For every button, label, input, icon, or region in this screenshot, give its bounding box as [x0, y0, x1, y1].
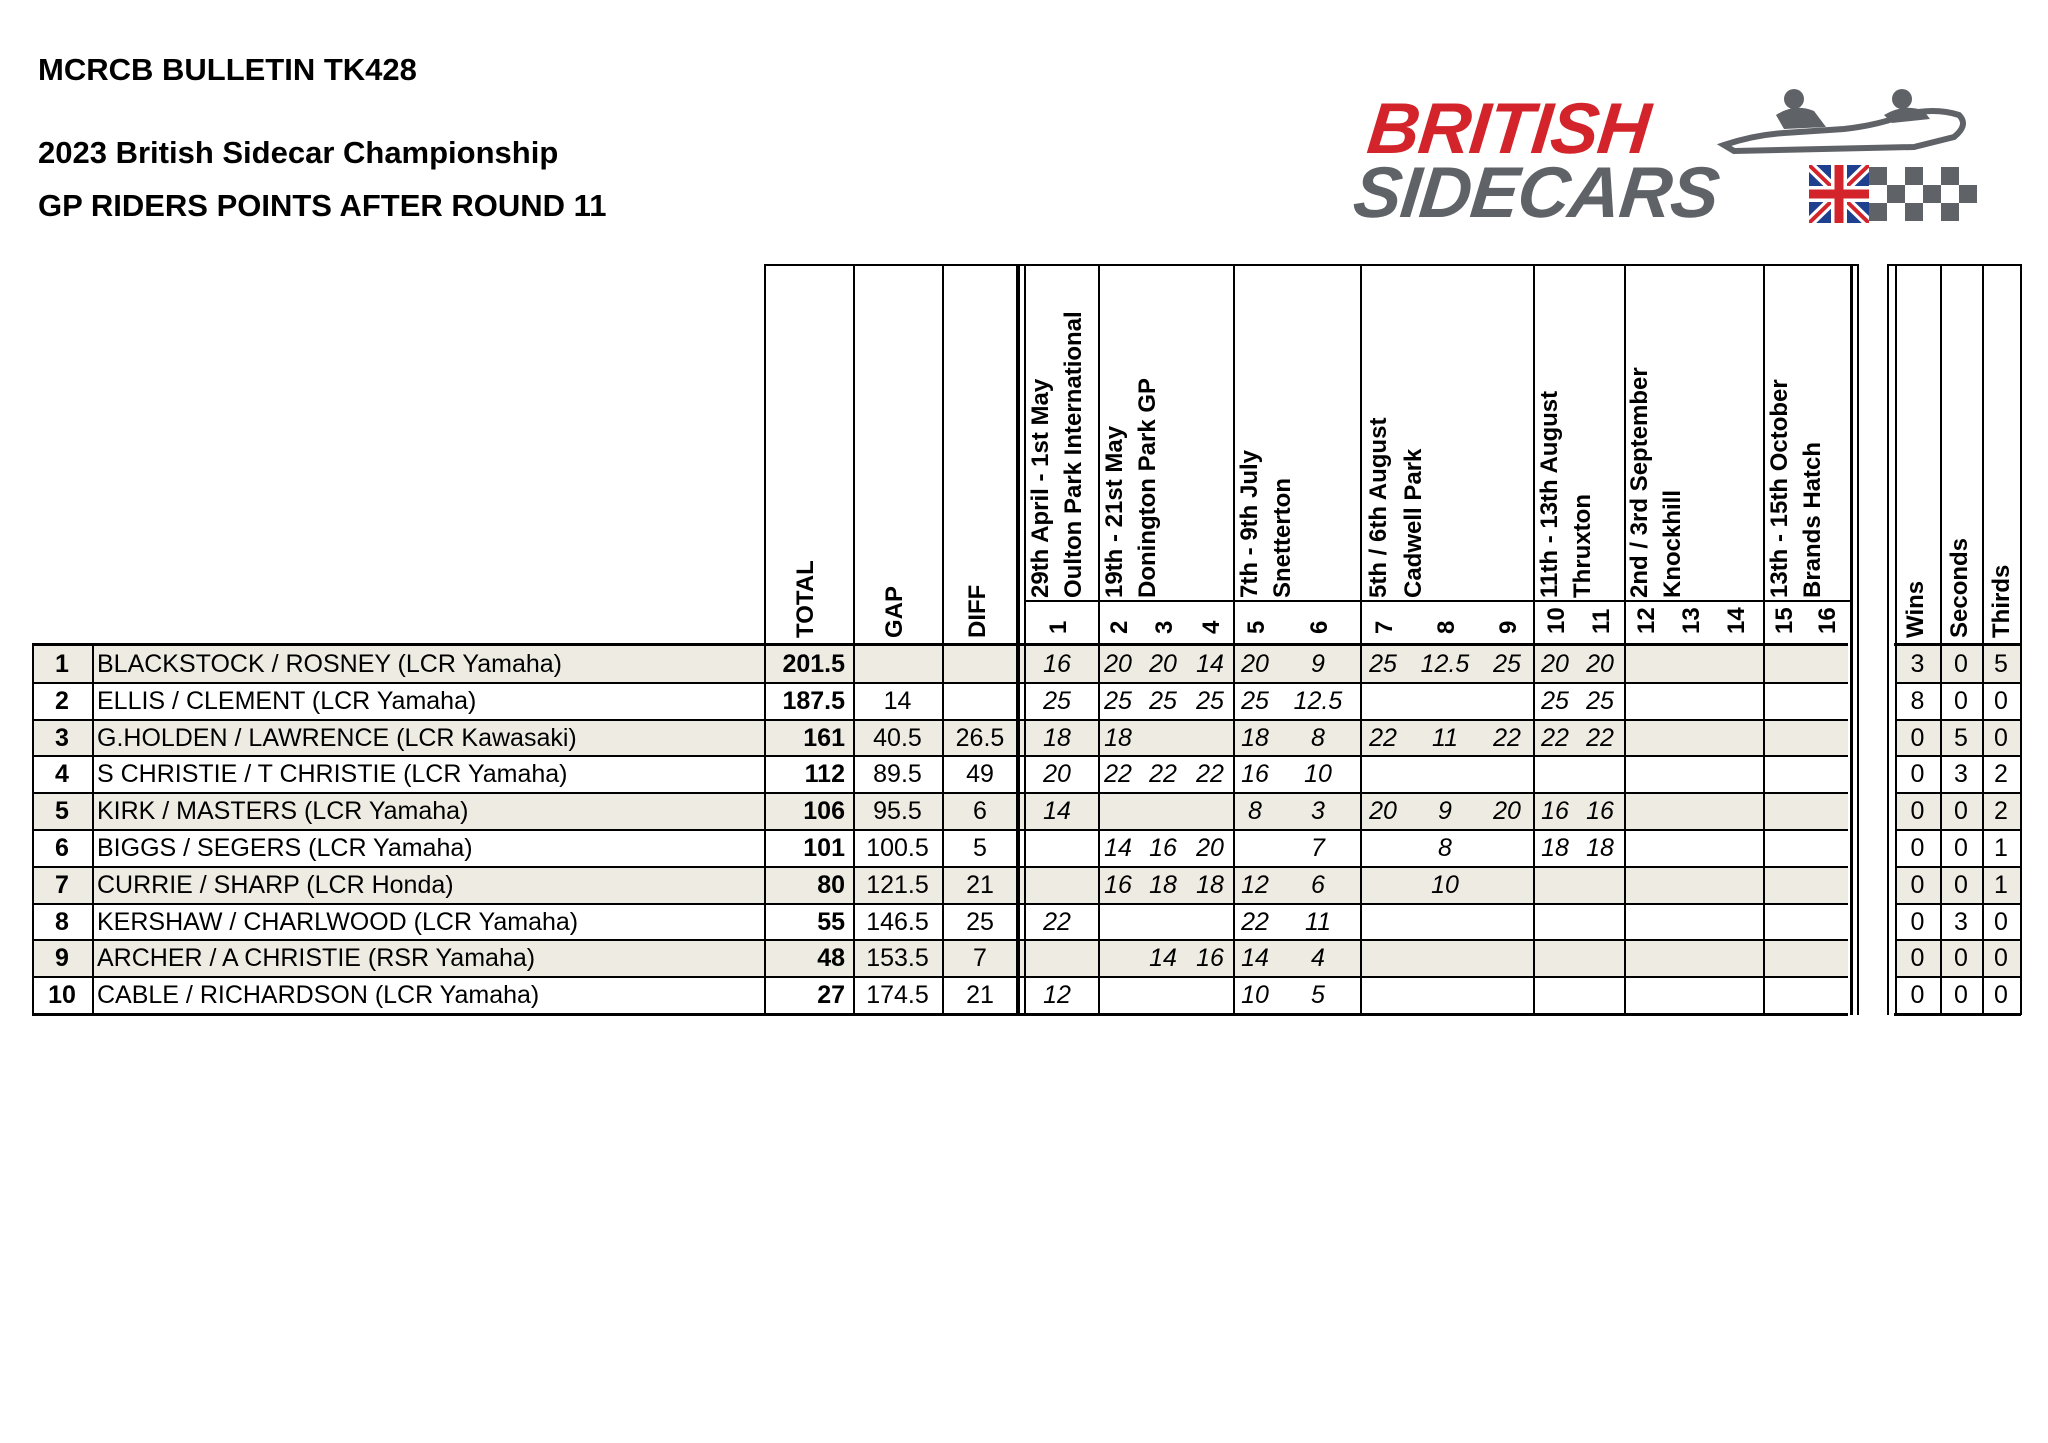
row-divider: [1895, 719, 2020, 721]
event-venue-label: Brands Hatch: [1799, 441, 1826, 598]
round-points-cell: 11: [1432, 723, 1458, 752]
column-divider: [1895, 264, 1897, 1015]
rider-diff: 49: [966, 760, 994, 789]
round-number-label: 3: [1151, 620, 1178, 634]
column-header-thirds: Thirds: [1988, 564, 2015, 638]
round-points-cell: 16: [1541, 797, 1569, 826]
row-divider: [1895, 939, 2020, 941]
rider-wins: 0: [1910, 944, 1925, 973]
rider-name: BIGGS / SEGERS (LCR Yamaha): [97, 834, 473, 862]
column-divider: [1851, 264, 1853, 1015]
rider-gap: 100.5: [866, 834, 929, 862]
round-number-label: 4: [1198, 620, 1225, 634]
round-header-divider: [1024, 600, 1852, 602]
rider-total-points: 201.5: [782, 650, 845, 678]
round-points-cell: 22: [1196, 760, 1224, 789]
round-points-cell: 18: [1541, 834, 1569, 862]
column-divider: [1982, 264, 1984, 1015]
round-points-cell: 25: [1493, 650, 1521, 678]
column-divider: [1940, 264, 1942, 1015]
event-venue-label: Oulton Park International: [1060, 311, 1087, 598]
rider-thirds: 2: [1994, 760, 2008, 789]
round-points-cell: 16: [1043, 650, 1071, 678]
rider-seconds: 0: [1954, 797, 1968, 826]
rider-total-points: 27: [817, 981, 845, 1010]
round-points-cell: 5: [1311, 981, 1325, 1010]
round-points-cell: 22: [1541, 723, 1569, 752]
round-points-cell: 20: [1586, 650, 1614, 678]
round-points-cell: 22: [1104, 760, 1132, 789]
rider-position: 1: [55, 650, 69, 678]
round-points-cell: 18: [1586, 834, 1614, 862]
round-points-cell: 18: [1196, 870, 1224, 899]
event-venue-label: Thruxton: [1569, 494, 1596, 598]
rider-seconds: 3: [1954, 760, 1968, 789]
column-divider: [942, 264, 944, 1015]
column-divider: [1018, 264, 1020, 1015]
round-points-cell: 11: [1305, 907, 1331, 936]
round-points-cell: 18: [1104, 723, 1132, 752]
round-number-label: 12: [1633, 607, 1660, 634]
round-points-cell: 9: [1311, 650, 1325, 678]
table-bottom-border: [32, 1013, 1848, 1016]
round-points-cell: 16: [1196, 944, 1224, 973]
rider-position: 3: [55, 723, 69, 752]
rider-total-points: 112: [804, 760, 845, 789]
round-points-cell: 20: [1493, 797, 1521, 826]
round-points-cell: 4: [1311, 944, 1325, 973]
round-number-label: 9: [1495, 620, 1522, 634]
round-points-cell: 16: [1586, 797, 1614, 826]
rider-thirds: 0: [1994, 686, 2008, 715]
rider-total-points: 48: [817, 944, 845, 973]
event-date-label: 19th - 21st May: [1101, 425, 1128, 598]
rider-name: ARCHER / A CHRISTIE (RSR Yamaha): [97, 944, 536, 973]
rider-diff: 21: [966, 870, 994, 899]
round-number-label: 11: [1588, 608, 1615, 634]
round-points-cell: 22: [1586, 723, 1614, 752]
round-points-cell: 25: [1241, 686, 1269, 715]
rider-seconds: 0: [1954, 834, 1968, 862]
rider-name: KIRK / MASTERS (LCR Yamaha): [97, 797, 469, 826]
rider-position: 4: [55, 760, 69, 789]
table-top-border: [1894, 643, 2021, 646]
rider-position: 7: [55, 870, 69, 899]
round-points-cell: 22: [1369, 723, 1397, 752]
rider-total-points: 106: [803, 797, 845, 826]
rider-seconds: 0: [1954, 981, 1968, 1010]
header-top-border: [1887, 264, 2022, 266]
rider-thirds: 0: [1994, 981, 2008, 1010]
round-points-cell: 7: [1311, 834, 1325, 862]
row-divider: [1895, 792, 2020, 794]
rider-name: ELLIS / CLEMENT (LCR Yamaha): [97, 686, 477, 715]
round-points-cell: 16: [1104, 870, 1132, 899]
rider-thirds: 5: [1994, 650, 2008, 678]
round-points-cell: 10: [1431, 870, 1459, 899]
column-divider: [1887, 264, 1889, 1015]
rider-wins: 0: [1910, 723, 1925, 752]
round-points-cell: 10: [1241, 981, 1269, 1010]
rider-total-points: 187.5: [782, 686, 845, 715]
rider-wins: 3: [1910, 650, 1925, 678]
event-date-label: 7th - 9th July: [1236, 449, 1263, 598]
round-points-cell: 12.5: [1420, 650, 1470, 678]
column-divider: [92, 645, 94, 1013]
rider-wins: 0: [1910, 834, 1925, 862]
rider-position: 6: [55, 834, 69, 862]
round-points-cell: 12: [1043, 981, 1071, 1010]
event-venue-label: Donington Park GP: [1134, 377, 1161, 598]
round-number-label: 14: [1723, 607, 1750, 634]
column-header-wins: Wins: [1902, 580, 1929, 638]
event-date-label: 11th - 13th August: [1536, 390, 1563, 598]
rider-gap: 89.5: [873, 760, 922, 789]
event-divider: [1763, 264, 1765, 1015]
row-divider: [32, 939, 1848, 941]
rider-position: 8: [55, 907, 69, 936]
event-divider: [1533, 264, 1535, 1015]
round-points-cell: 22: [1149, 760, 1177, 789]
round-number-label: 5: [1243, 620, 1270, 634]
rider-gap: 153.5: [866, 944, 929, 973]
rider-thirds: 1: [1994, 834, 2008, 862]
rider-wins: 0: [1910, 797, 1925, 826]
standings-subtitle: GP RIDERS POINTS AFTER ROUND 11: [38, 188, 607, 223]
round-points-cell: 6: [1311, 870, 1325, 899]
row-divider: [32, 682, 1848, 684]
rider-seconds: 0: [1954, 686, 1968, 715]
event-divider: [1624, 264, 1626, 1015]
championship-title: 2023 British Sidecar Championship: [38, 135, 559, 170]
row-divider: [1895, 829, 2020, 831]
round-points-cell: 25: [1586, 686, 1614, 715]
rider-thirds: 0: [1994, 723, 2008, 752]
row-divider: [1895, 755, 2020, 757]
round-points-cell: 8: [1311, 723, 1325, 752]
rider-seconds: 0: [1954, 650, 1968, 678]
round-points-cell: 16: [1149, 834, 1177, 862]
column-divider: [1024, 264, 1026, 1015]
rider-name: S CHRISTIE / T CHRISTIE (LCR Yamaha): [97, 760, 568, 789]
rider-diff: 25: [966, 907, 994, 936]
event-divider: [1098, 264, 1100, 1015]
rider-wins: 8: [1910, 686, 1925, 715]
rider-wins: 0: [1910, 907, 1925, 936]
event-venue-label: Cadwell Park: [1400, 448, 1427, 598]
round-points-cell: 14: [1196, 650, 1224, 678]
table-bottom-border: [1894, 1013, 2021, 1016]
event-date-label: 2nd / 3rd September: [1626, 367, 1653, 598]
row-divider: [32, 829, 1848, 831]
event-divider: [1233, 264, 1235, 1015]
round-number-label: 13: [1678, 607, 1705, 634]
table-left-border: [32, 643, 34, 1016]
round-points-cell: 12: [1241, 870, 1269, 899]
column-divider: [1857, 264, 1859, 1015]
rider-seconds: 0: [1954, 870, 1968, 899]
row-divider: [1895, 976, 2020, 978]
column-header-seconds: Seconds: [1946, 537, 1973, 638]
row-divider: [32, 755, 1848, 757]
rider-name: G.HOLDEN / LAWRENCE (LCR Kawasaki): [97, 723, 577, 752]
rider-name: BLACKSTOCK / ROSNEY (LCR Yamaha): [97, 650, 562, 678]
row-divider: [1895, 682, 2020, 684]
round-points-cell: 20: [1043, 760, 1071, 789]
column-header-gap: GAP: [881, 585, 908, 638]
row-divider: [1895, 866, 2020, 868]
round-points-cell: 8: [1438, 834, 1452, 862]
round-points-cell: 18: [1149, 870, 1177, 899]
round-points-cell: 8: [1248, 797, 1262, 826]
round-number-label: 16: [1814, 607, 1841, 634]
round-points-cell: 14: [1241, 944, 1269, 973]
round-points-cell: 20: [1104, 650, 1132, 678]
rider-position: 10: [48, 981, 76, 1010]
column-divider: [2020, 264, 2022, 1015]
rider-seconds: 3: [1954, 907, 1968, 936]
logo-text-sidecars: SIDECARS: [1349, 153, 1723, 233]
row-divider: [32, 976, 1848, 978]
rider-gap: 121.5: [866, 870, 929, 899]
logo-text-british: BRITISH: [1363, 89, 1654, 169]
rider-thirds: 1: [1994, 870, 2008, 899]
column-header-diff: DIFF: [964, 584, 991, 638]
rider-total-points: 55: [817, 907, 845, 936]
column-divider: [764, 264, 766, 1015]
round-points-cell: 14: [1104, 834, 1132, 862]
row-divider: [32, 792, 1848, 794]
rider-diff: 6: [973, 797, 987, 826]
round-points-cell: 9: [1438, 797, 1452, 826]
rider-position: 9: [55, 944, 69, 973]
round-points-cell: 20: [1196, 834, 1224, 862]
event-date-label: 13th - 15th October: [1766, 379, 1793, 598]
round-points-cell: 25: [1149, 686, 1177, 715]
rider-gap: 95.5: [873, 797, 922, 826]
rider-total-points: 101: [803, 834, 845, 862]
round-points-cell: 18: [1241, 723, 1269, 752]
round-points-cell: 10: [1304, 760, 1332, 789]
round-number-label: 6: [1306, 620, 1333, 634]
row-divider: [32, 719, 1848, 721]
rider-diff: 7: [973, 944, 987, 973]
rider-name: CURRIE / SHARP (LCR Honda): [97, 870, 454, 899]
rider-thirds: 2: [1994, 797, 2008, 826]
event-date-label: 5th / 6th August: [1365, 417, 1392, 598]
event-venue-label: Snetterton: [1269, 478, 1296, 598]
rider-wins: 0: [1910, 870, 1925, 899]
round-points-cell: 25: [1541, 686, 1569, 715]
event-divider: [1360, 264, 1362, 1015]
rider-seconds: 5: [1954, 723, 1968, 752]
round-points-cell: 25: [1104, 686, 1132, 715]
round-number-label: 1: [1045, 620, 1072, 634]
rider-seconds: 0: [1954, 944, 1968, 973]
rider-wins: 0: [1910, 981, 1925, 1010]
round-points-cell: 20: [1369, 797, 1397, 826]
round-points-cell: 14: [1149, 944, 1177, 973]
round-points-cell: 25: [1196, 686, 1224, 715]
round-number-label: 10: [1543, 607, 1570, 634]
rider-total-points: 161: [803, 723, 845, 752]
rider-gap: 146.5: [866, 907, 929, 936]
column-divider: [1016, 264, 1018, 1015]
rider-name: KERSHAW / CHARLWOOD (LCR Yamaha): [97, 907, 579, 936]
rider-thirds: 0: [1994, 944, 2008, 973]
column-divider: [853, 264, 855, 1015]
round-points-cell: 22: [1043, 907, 1071, 936]
row-divider: [32, 903, 1848, 905]
round-points-cell: 16: [1241, 760, 1269, 789]
row-divider: [32, 866, 1848, 868]
rider-gap: 14: [883, 686, 912, 715]
round-points-cell: 20: [1241, 650, 1269, 678]
rider-thirds: 0: [1994, 907, 2008, 936]
round-number-label: 15: [1771, 607, 1798, 634]
round-points-cell: 20: [1149, 650, 1177, 678]
column-header-total: TOTAL: [792, 560, 819, 638]
rider-name: CABLE / RICHARDSON (LCR Yamaha): [97, 981, 540, 1010]
round-number-label: 7: [1371, 620, 1398, 634]
event-date-label: 29th April - 1st May: [1027, 378, 1054, 598]
round-points-cell: 22: [1493, 723, 1521, 752]
rider-diff: 5: [973, 834, 987, 862]
round-points-cell: 22: [1241, 907, 1269, 936]
rider-position: 5: [55, 797, 69, 826]
round-points-cell: 18: [1043, 723, 1071, 752]
rider-wins: 0: [1910, 760, 1925, 789]
rider-diff: 21: [966, 981, 994, 1010]
round-points-cell: 3: [1311, 797, 1325, 826]
row-divider: [1895, 903, 2020, 905]
rider-gap: 174.5: [866, 981, 929, 1010]
round-points-cell: 12.5: [1293, 686, 1343, 715]
round-points-cell: 25: [1369, 650, 1397, 678]
round-number-label: 2: [1106, 620, 1133, 634]
rider-position: 2: [55, 686, 69, 715]
round-number-label: 8: [1433, 620, 1460, 634]
round-points-cell: 20: [1541, 650, 1569, 678]
table-top-border: [32, 643, 1848, 646]
rider-gap: 40.5: [873, 723, 922, 752]
header-top-border: [764, 264, 1857, 266]
rider-total-points: 80: [817, 870, 845, 899]
rider-diff: 26.5: [955, 723, 1005, 752]
event-venue-label: Knockhill: [1659, 489, 1686, 598]
bulletin-number: MCRCB BULLETIN TK428: [38, 52, 417, 87]
round-points-cell: 14: [1043, 797, 1071, 826]
round-points-cell: 25: [1043, 686, 1071, 715]
